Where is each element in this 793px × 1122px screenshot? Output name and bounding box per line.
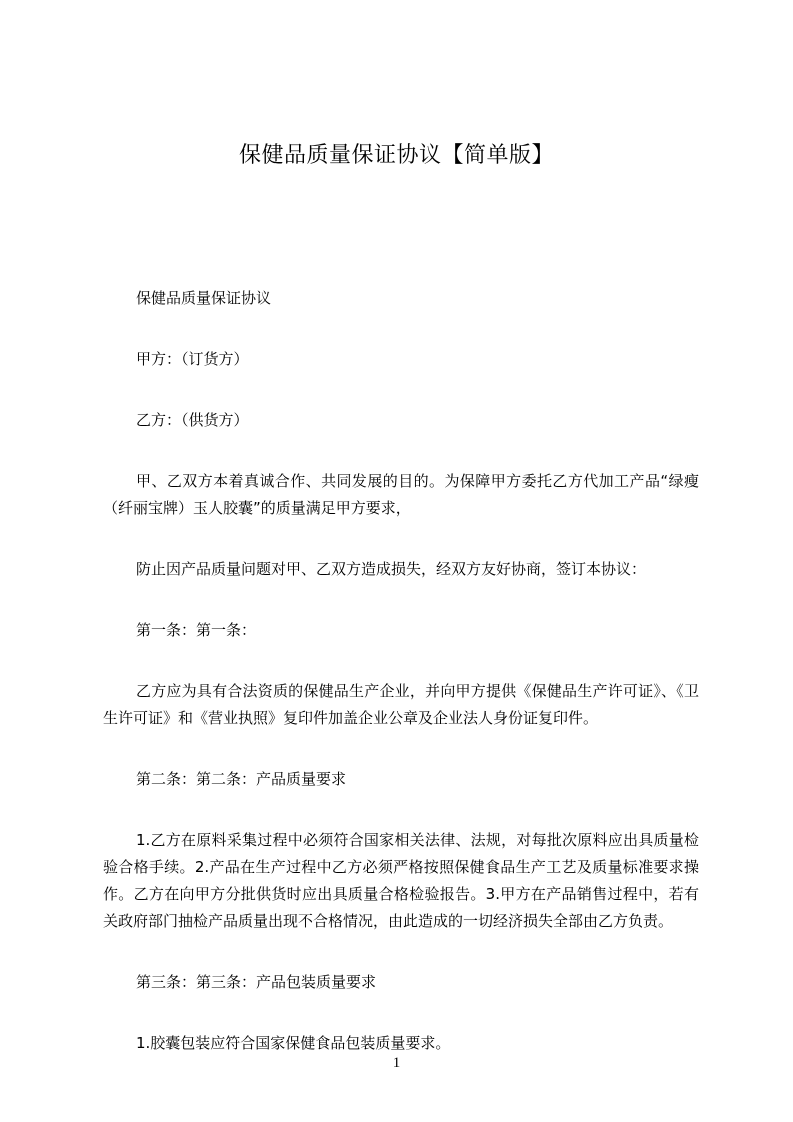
paragraph-heading: 保健品质量保证协议 <box>136 289 272 307</box>
article-1-heading: 第一条：第一条： <box>136 621 257 639</box>
paragraph-party-b: 乙方：（供货方） <box>136 411 249 429</box>
paragraph-purpose: 甲、乙双方本着真诚合作、共同发展的目的。为保障甲方委托乙方代加工产品“绿瘦（纤丽宝牌）玉人胶囊”的质量满足甲方要求， <box>103 472 699 517</box>
article-1-body: 乙方应为具有合法资质的保健品生产企业，并向甲方提供《保健品生产许可证》、《卫生许可证》和《营业执照》复印件加盖企业公章及企业法人身份证复印件。 <box>103 682 699 727</box>
article-3-heading: 第三条：第三条：产品包装质量要求 <box>136 973 377 991</box>
paragraph-party-a: 甲方：（订货方） <box>136 350 249 368</box>
article-2-heading: 第二条：第二条：产品质量要求 <box>136 770 347 788</box>
article-3-body: 1.胶囊包装应符合国家保健食品包装质量要求。 <box>136 1034 451 1052</box>
article-2-body: 1.乙方在原料采集过程中必须符合国家相关法律、法规，对每批次原料应出具质量检验合格手续。2.产品在生产过程中乙方必须严格按照保健食品生产工艺及质量标准要求操作。乙方在向甲方分批供货时应出具质量合格检验报告。3.甲方在产品销售过程中，若有关政府部门抽检产品质量出现不合格情况，由此造成的一切经济损失全部由乙方负责。 <box>103 831 699 930</box>
page-number: 1 <box>392 1055 401 1071</box>
document-body <box>103 285 699 1091</box>
paragraph-agreement-intro: 防止因产品质量问题对甲、乙双方造成损失，经双方友好协商，签订本协议： <box>136 560 647 578</box>
document-title: 保健品质量保证协议【简单版】 <box>238 143 554 168</box>
